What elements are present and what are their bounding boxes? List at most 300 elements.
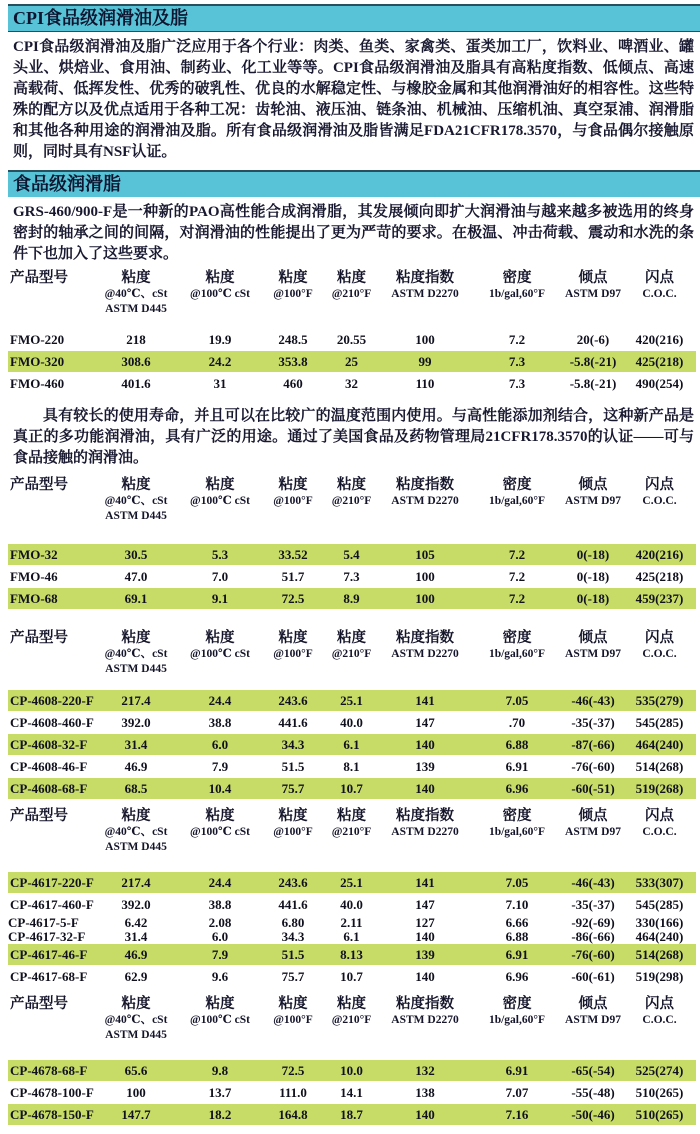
column-title: 粘度 — [337, 996, 366, 1012]
cell-value: 72.5 — [281, 1063, 305, 1078]
column-title: 倾点 — [578, 630, 608, 646]
column-title: 产品型号 — [10, 808, 68, 824]
column-header — [623, 476, 696, 524]
column-header — [563, 995, 623, 1043]
cell-value: 6.1 — [343, 929, 360, 944]
table-body — [8, 329, 696, 394]
column-title: 粘度 — [205, 996, 235, 1012]
column-header — [623, 629, 696, 677]
cell-value: 18.7 — [340, 1107, 363, 1122]
column-title: 密度 — [502, 630, 532, 646]
column-title: 倾点 — [578, 477, 608, 493]
column-header — [262, 476, 324, 524]
table-row — [8, 544, 696, 565]
table-header — [8, 807, 696, 855]
column-subtitle: ASTM D445 — [105, 1029, 167, 1041]
product-model: CP-4678-68-F — [10, 1063, 88, 1078]
cell-value: 490(254) — [635, 376, 684, 391]
column-subtitle: ASTM D445 — [105, 303, 167, 315]
column-title: 粘度指数 — [396, 477, 454, 493]
column-subtitle: C.O.C. — [642, 1014, 677, 1026]
column-title: 粘度 — [278, 996, 308, 1012]
column-title: 产品型号 — [10, 996, 68, 1012]
column-subtitle: @210°F — [331, 1014, 372, 1026]
cell-value: 13.7 — [208, 1085, 232, 1100]
column-subtitle: ASTM D97 — [565, 1014, 621, 1026]
column-header — [563, 629, 623, 677]
table-row — [8, 351, 696, 372]
cell-value: 100 — [415, 591, 435, 606]
column-subtitle: ASTM D97 — [565, 288, 621, 300]
cell-value: 9.1 — [211, 591, 229, 606]
cell-value: 441.6 — [278, 715, 308, 730]
column-subtitle: @40℃、cSt — [104, 288, 168, 300]
cell-value: 147.7 — [121, 1107, 151, 1122]
cell-value: 459(237) — [635, 591, 684, 606]
column-subtitle: ASTM D2270 — [391, 495, 459, 507]
cell-value: 51.7 — [281, 569, 305, 584]
table-body — [8, 1060, 696, 1125]
column-title: 闪点 — [645, 270, 674, 286]
cell-value: 34.3 — [281, 929, 305, 944]
column-subtitle: @100℃ cSt — [190, 648, 250, 660]
cell-value: 6.66 — [505, 915, 529, 930]
cell-value: 218 — [126, 332, 146, 347]
table-row — [8, 690, 696, 711]
column-subtitle: ASTM D97 — [565, 495, 621, 507]
cell-value: 514(268) — [635, 947, 684, 962]
cell-value: 7.07 — [505, 1085, 529, 1100]
product-model: FMO-32 — [10, 547, 58, 562]
cell-value: -46(-43) — [571, 875, 615, 890]
table-row — [8, 930, 696, 943]
product-model: FMO-460 — [10, 376, 65, 391]
cell-value: 75.7 — [281, 781, 305, 796]
column-title: 粘度 — [278, 630, 308, 646]
column-title: 粘度指数 — [396, 630, 454, 646]
product-table-cp4608 — [8, 629, 696, 799]
product-model: FMO-46 — [10, 569, 58, 584]
cell-value: 308.6 — [121, 354, 151, 369]
cell-value: 7.16 — [505, 1107, 529, 1122]
product-model: FMO-68 — [10, 591, 58, 606]
column-header — [471, 807, 563, 855]
column-header — [262, 629, 324, 677]
column-title: 粘度 — [278, 477, 308, 493]
cell-value: 441.6 — [278, 897, 308, 912]
cell-value: 353.8 — [278, 354, 308, 369]
column-subtitle: @100℃ cSt — [190, 288, 250, 300]
cell-value: 25.1 — [340, 693, 363, 708]
oils-intro-paragraph: CPI食品级润滑油及脂广泛应用于各个行业：肉类、鱼类、家禽类、蛋类加工厂，饮料业、啤酒业、罐头业、烘焙业、食用油、制药业、化工业等等。CPI食品级润滑油及脂具有高粘度指数、低倾点、高速高载荷、低挥发性、优秀的破乳性、优良的水解稳定性、与橡胶金属和其他润滑油好的相容性。这些特殊的配方以及优点适用于各种工况：齿轮油、液压油、链条油、机械油、压缩机油、真空泵浦、润滑脂和其他各种用途的润滑油及脂。所有食品级润滑油及脂皆满足FDA21CFR178.3570，与食品偶尔接触原则，同时具有NSF认证。 — [13, 39, 694, 160]
column-header — [471, 476, 563, 524]
cell-value: 7.3 — [343, 569, 360, 584]
column-title: 产品型号 — [10, 630, 68, 646]
column-title: 闪点 — [645, 996, 674, 1012]
column-header — [8, 995, 94, 1043]
cell-value: 401.6 — [121, 376, 151, 391]
column-header — [563, 476, 623, 524]
cell-value: 0(-18) — [576, 591, 610, 606]
column-title: 密度 — [502, 477, 532, 493]
column-subtitle: C.O.C. — [642, 288, 677, 300]
column-title: 密度 — [502, 270, 532, 286]
column-title: 粘度 — [121, 270, 151, 286]
cell-value: 38.8 — [208, 897, 232, 912]
column-title: 粘度 — [121, 477, 151, 493]
cell-value: 460 — [283, 376, 303, 391]
column-title: 粘度 — [278, 270, 308, 286]
product-table-cp4617 — [8, 807, 696, 987]
cell-value: 140 — [415, 969, 435, 984]
cell-value: 32 — [345, 376, 358, 391]
cell-value: 100 — [415, 569, 435, 584]
cell-value: 6.0 — [211, 737, 229, 752]
product-model: CP-4617-68-F — [10, 969, 88, 984]
cell-value: 69.1 — [124, 591, 148, 606]
product-model: CP-4678-100-F — [10, 1085, 94, 1100]
cell-value: 7.2 — [508, 591, 526, 606]
column-header — [379, 995, 471, 1043]
cell-value: -76(-60) — [571, 947, 615, 962]
section-header-oils — [8, 4, 700, 32]
cell-value: 535(279) — [635, 693, 684, 708]
cell-value: 2.08 — [208, 915, 232, 930]
product-model: CP-4608-46-F — [10, 759, 88, 774]
cell-value: 420(216) — [635, 332, 684, 347]
column-subtitle: ASTM D97 — [565, 826, 621, 838]
cell-value: 217.4 — [121, 693, 151, 708]
cell-value: 46.9 — [124, 947, 148, 962]
cell-value: 7.05 — [505, 693, 529, 708]
cell-value: 24.2 — [208, 354, 232, 369]
table-row — [8, 373, 696, 394]
column-title: 粘度 — [337, 270, 366, 286]
column-title: 粘度指数 — [396, 808, 454, 824]
column-title: 闪点 — [645, 808, 674, 824]
column-header — [94, 995, 178, 1043]
cell-value: 127 — [415, 915, 435, 930]
column-header — [563, 269, 623, 317]
mid-paragraph: 具有较长的使用寿命，并且可以在比较广的温度范围内使用。与高性能添加剂结合，这种新产品是真正的多功能润滑油，具有广泛的用途。通过了美国食品及药物管理局21CFR178.3570的认证——可与食品接触的润滑油。 — [13, 408, 694, 466]
cell-value: 100 — [415, 332, 435, 347]
product-model: FMO-320 — [10, 354, 65, 369]
column-header — [8, 476, 94, 524]
section-title-oils: CPI食品级润滑油及脂 — [13, 8, 188, 28]
cell-value: 217.4 — [121, 875, 151, 890]
product-table-fmo-light — [8, 476, 696, 609]
cell-value: 10.7 — [340, 781, 363, 796]
cell-value: 248.5 — [278, 332, 308, 347]
column-subtitle: ASTM D445 — [105, 510, 167, 522]
column-header — [379, 629, 471, 677]
cell-value: -92(-69) — [571, 915, 615, 930]
cell-value: -35(-37) — [571, 715, 615, 730]
cell-value: 243.6 — [278, 693, 308, 708]
cell-value: 14.1 — [340, 1085, 363, 1100]
cell-value: 514(268) — [635, 759, 684, 774]
product-model: CP-4608-68-F — [10, 781, 88, 796]
cell-value: 20.55 — [336, 332, 367, 347]
column-subtitle: @100℃ cSt — [190, 826, 250, 838]
column-header — [379, 269, 471, 317]
column-subtitle: @100°F — [273, 826, 313, 838]
cell-value: 7.3 — [508, 354, 526, 369]
column-header — [379, 807, 471, 855]
column-subtitle: C.O.C. — [642, 648, 677, 660]
table-body — [8, 872, 696, 987]
table-row — [8, 872, 696, 893]
column-title: 倾点 — [578, 270, 608, 286]
cell-value: 147 — [415, 897, 435, 912]
cell-value: 510(265) — [635, 1085, 684, 1100]
column-header — [262, 807, 324, 855]
table-header — [8, 269, 696, 317]
cell-value: 140 — [415, 1107, 435, 1122]
column-subtitle: @210°F — [331, 826, 372, 838]
column-header — [324, 995, 379, 1043]
cell-value: -86(-66) — [571, 929, 615, 944]
column-subtitle: 1b/gal,60°F — [488, 648, 546, 660]
cell-value: 0(-18) — [576, 569, 610, 584]
column-title: 闪点 — [645, 630, 674, 646]
column-title: 粘度 — [337, 808, 366, 824]
cell-value: 20(-6) — [576, 332, 610, 347]
section-header-grease — [8, 170, 700, 197]
table-row — [8, 778, 696, 799]
table-row — [8, 566, 696, 587]
table-header — [8, 995, 696, 1043]
cell-value: 7.2 — [508, 569, 526, 584]
column-title: 粘度 — [121, 808, 151, 824]
column-subtitle: C.O.C. — [642, 826, 677, 838]
column-subtitle: @100°F — [273, 648, 313, 660]
cell-value: 9.6 — [211, 969, 229, 984]
column-subtitle: @40℃、cSt — [104, 826, 168, 838]
cell-value: 7.05 — [505, 875, 529, 890]
table-header — [8, 476, 696, 524]
column-subtitle: @100°F — [273, 288, 313, 300]
cell-value: 140 — [415, 929, 435, 944]
cell-value: 425(218) — [635, 354, 684, 369]
table-header — [8, 629, 696, 677]
cell-value: 25 — [345, 354, 358, 369]
cell-value: 139 — [415, 759, 435, 774]
cell-value: 6.1 — [343, 737, 360, 752]
cell-value: 6.88 — [505, 929, 529, 944]
column-subtitle: ASTM D2270 — [391, 288, 459, 300]
cell-value: 10.4 — [208, 781, 232, 796]
column-title: 粘度 — [337, 630, 366, 646]
cell-value: 6.42 — [124, 915, 148, 930]
section-title-grease: 食品级润滑脂 — [13, 174, 121, 194]
column-header — [8, 269, 94, 317]
cell-value: -50(-46) — [571, 1107, 615, 1122]
product-model: CP-4608-220-F — [10, 693, 94, 708]
cell-value: 111.0 — [279, 1085, 307, 1100]
column-header — [623, 807, 696, 855]
cell-value: 31.4 — [124, 737, 148, 752]
product-model: CP-4608-32-F — [10, 737, 88, 752]
column-title: 密度 — [502, 808, 532, 824]
cell-value: -55(-48) — [571, 1085, 615, 1100]
table-row — [8, 712, 696, 733]
cell-value: 139 — [415, 947, 435, 962]
column-header — [623, 269, 696, 317]
product-model: CP-4617-32-F — [8, 929, 86, 944]
cell-value: 545(285) — [635, 715, 684, 730]
cell-value: 138 — [415, 1085, 435, 1100]
table-row — [8, 1060, 696, 1081]
column-header — [471, 629, 563, 677]
column-header — [178, 807, 262, 855]
cell-value: 7.10 — [505, 897, 529, 912]
cell-value: 40.0 — [340, 715, 363, 730]
table-row — [8, 944, 696, 965]
column-subtitle: ASTM D445 — [105, 663, 167, 675]
cell-value: 140 — [415, 737, 435, 752]
cell-value: -76(-60) — [571, 759, 615, 774]
cell-value: 330(166) — [635, 915, 684, 930]
column-title: 倾点 — [578, 996, 608, 1012]
cell-value: -5.8(-21) — [569, 376, 617, 391]
column-subtitle: @210°F — [331, 495, 372, 507]
table-row — [8, 734, 696, 755]
cell-value: 62.9 — [124, 969, 148, 984]
cell-value: 7.2 — [508, 332, 526, 347]
product-model: CP-4617-460-F — [10, 897, 94, 912]
column-header — [94, 629, 178, 677]
column-title: 倾点 — [578, 808, 608, 824]
column-header — [262, 995, 324, 1043]
cell-value: 8.13 — [340, 947, 363, 962]
cell-value: -35(-37) — [571, 897, 615, 912]
column-header — [178, 269, 262, 317]
cell-value: 47.0 — [124, 569, 148, 584]
cell-value: 68.5 — [124, 781, 148, 796]
cell-value: 72.5 — [281, 591, 305, 606]
column-header — [178, 995, 262, 1043]
column-subtitle: 1b/gal,60°F — [488, 495, 546, 507]
product-model: CP-4617-46-F — [10, 947, 88, 962]
product-model: CP-4617-5-F — [8, 915, 79, 930]
column-header — [8, 629, 94, 677]
column-header — [623, 995, 696, 1043]
cell-value: 7.9 — [211, 759, 229, 774]
column-title: 粘度 — [205, 270, 235, 286]
grease-paragraph: GRS-460/900-F是一种新的PAO高性能合成润滑脂，其发展倾向即扩大润滑油与越来越多被选用的终身密封的轴承之间的间隔，对润滑油的性能提出了更为严苛的要求。在极温、冲击荷载、震动和水洗的条件下也加入了这些要求。 — [13, 204, 694, 262]
cell-value: 525(274) — [635, 1063, 684, 1078]
cell-value: 392.0 — [121, 715, 151, 730]
cell-value: 105 — [415, 547, 435, 562]
column-subtitle: @40℃、cSt — [104, 495, 168, 507]
column-title: 粘度 — [121, 996, 151, 1012]
table-row — [8, 1104, 696, 1125]
column-subtitle: ASTM D2270 — [391, 826, 459, 838]
column-subtitle: ASTM D2270 — [391, 1014, 459, 1026]
column-title: 产品型号 — [10, 477, 68, 493]
column-header — [379, 476, 471, 524]
column-header — [324, 476, 379, 524]
product-table-cp4678 — [8, 995, 696, 1125]
column-title: 闪点 — [645, 477, 674, 493]
column-subtitle: ASTM D445 — [105, 841, 167, 853]
cell-value: 10.0 — [340, 1063, 363, 1078]
cell-value: 24.4 — [208, 875, 232, 890]
cell-value: 10.7 — [340, 969, 363, 984]
column-subtitle: @100℃ cSt — [190, 495, 250, 507]
column-subtitle: C.O.C. — [642, 495, 677, 507]
column-header — [94, 807, 178, 855]
column-header — [94, 476, 178, 524]
product-model: FMO-220 — [10, 332, 65, 347]
column-header — [324, 269, 379, 317]
table-row — [8, 916, 696, 929]
cell-value: 6.96 — [505, 781, 529, 796]
table-body — [8, 544, 696, 609]
cell-value: 31 — [213, 376, 227, 391]
cell-value: 34.3 — [281, 737, 305, 752]
column-subtitle: @40℃、cSt — [104, 648, 168, 660]
cell-value: 19.9 — [208, 332, 232, 347]
cell-value: 141 — [415, 875, 435, 890]
cell-value: 147 — [415, 715, 435, 730]
cell-value: 6.91 — [505, 759, 529, 774]
table-row — [8, 588, 696, 609]
cell-value: 8.9 — [343, 591, 360, 606]
column-title: 粘度 — [205, 808, 235, 824]
cell-value: 140 — [415, 781, 435, 796]
cell-value: 33.52 — [278, 547, 308, 562]
table-row — [8, 1082, 696, 1103]
column-title: 粘度指数 — [396, 270, 454, 286]
cell-value: 533(307) — [635, 875, 684, 890]
cell-value: 24.4 — [208, 693, 232, 708]
cell-value: 9.8 — [211, 1063, 229, 1078]
cell-value: 0(-18) — [576, 547, 610, 562]
cell-value: 46.9 — [124, 759, 148, 774]
product-model: CP-4617-220-F — [10, 875, 94, 890]
cell-value: -65(-54) — [571, 1063, 615, 1078]
cell-value: 5.3 — [211, 547, 229, 562]
cell-value: -60(-51) — [571, 781, 615, 796]
cell-value: 30.5 — [124, 547, 148, 562]
cell-value: 510(265) — [635, 1107, 684, 1122]
column-title: 产品型号 — [10, 270, 68, 286]
cell-value: 141 — [415, 693, 435, 708]
cell-value: 7.3 — [508, 376, 526, 391]
table-row — [8, 756, 696, 777]
column-title: 粘度 — [205, 477, 235, 493]
table-row — [8, 894, 696, 915]
column-header — [471, 995, 563, 1043]
cell-value: 110 — [415, 376, 435, 391]
column-title: 粘度 — [337, 477, 366, 493]
cell-value: -87(-66) — [571, 737, 615, 752]
cell-value: 425(218) — [635, 569, 684, 584]
table-body — [8, 690, 696, 799]
column-subtitle: @100°F — [273, 1014, 313, 1026]
cell-value: 392.0 — [121, 897, 151, 912]
cell-value: 6.0 — [211, 929, 229, 944]
cell-value: 519(298) — [635, 969, 684, 984]
cell-value: 164.8 — [278, 1107, 308, 1122]
cell-value: 7.9 — [211, 947, 229, 962]
cell-value: 6.88 — [505, 737, 529, 752]
cell-value: 420(216) — [635, 547, 684, 562]
column-title: 粘度 — [205, 630, 235, 646]
cell-value: 545(285) — [635, 897, 684, 912]
